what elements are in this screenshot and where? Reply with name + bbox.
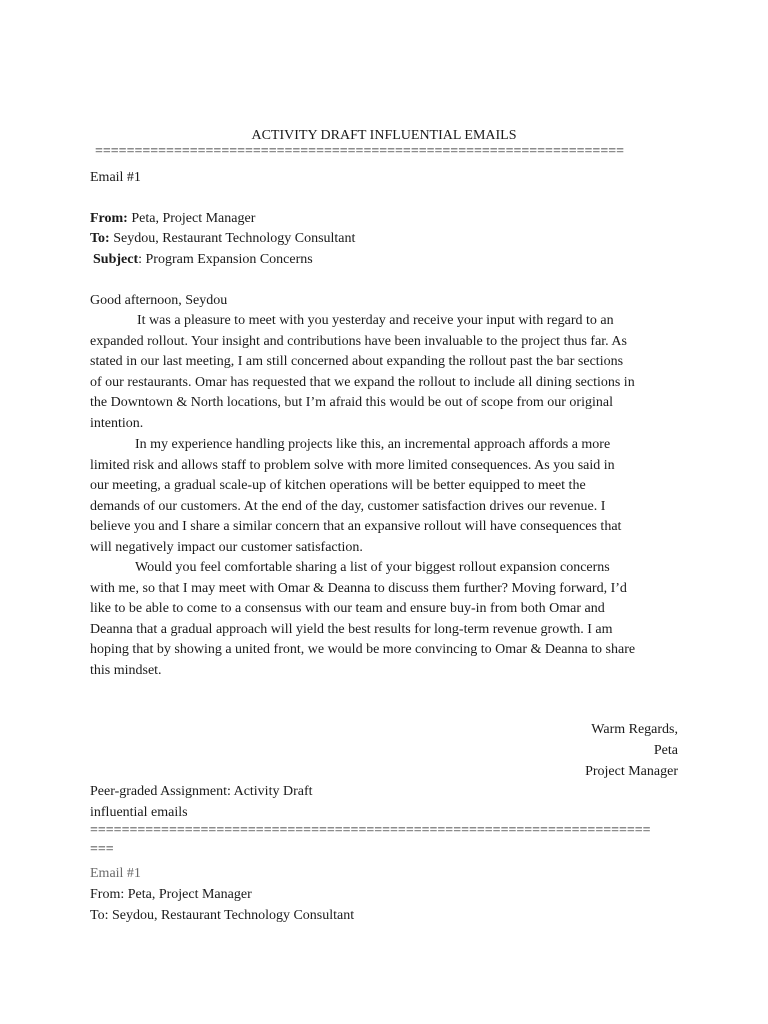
paragraph-line: limited risk and allows staff to problem solve with more limited consequences. As you said in [90, 457, 615, 473]
document-title: ACTIVITY DRAFT INFLUENTIAL EMAILS [251, 128, 517, 143]
paragraph-line: Would you feel comfortable sharing a list of your biggest rollout expansion concerns [135, 560, 610, 575]
body-paragraph-1 [90, 311, 680, 435]
subject-value: : Program Expansion Concerns [138, 252, 313, 267]
to-line [90, 229, 680, 250]
paragraph-line: stated in our last meeting, I am still concerned about expanding the rollout past the bar sections [90, 354, 624, 370]
paragraph-line: this mindset. [90, 662, 162, 678]
paragraph-line: the Downtown & North locations, but I’m afraid this would be out of scope from our original [90, 395, 613, 411]
signature-closing: Warm Regards, [591, 722, 678, 737]
paragraph-line: will negatively impact our customer satisfaction. [90, 539, 363, 555]
paragraph-line: with me, so that I may meet with Omar & Deanna to discuss them further? Moving forward, I’d [90, 580, 627, 596]
footer-email-label: Email #1 [90, 866, 141, 881]
footer-separator-line: ======================================================================= [90, 824, 651, 838]
footer-to-line: To: Seydou, Restaurant Technology Consultant [90, 908, 355, 923]
paragraph-line: hoping that by showing a united front, we would be more convincing to Omar & Deanna to share [90, 642, 636, 658]
email-label: Email #1 [90, 170, 141, 185]
body-paragraph-2 [90, 435, 680, 559]
body-paragraph-3 [90, 558, 680, 682]
paragraph-line: like to be able to come to a consensus with our team and ensure buy-in from both Omar and [90, 601, 605, 617]
from-label: From: [90, 211, 128, 226]
subject-line [93, 250, 683, 271]
signature-name: Peta [653, 743, 678, 758]
paragraph-line: expanded rollout. Your insight and contributions have been invaluable to the project thus far. As [90, 333, 627, 349]
to-value: Seydou, Restaurant Technology Consultant [109, 231, 356, 246]
paragraph-line: intention. [90, 415, 144, 431]
paragraph-line: Deanna that a gradual approach will yield the best results for long-term revenue growth. I am [90, 621, 613, 637]
footer-from-line: From: Peta, Project Manager [90, 887, 252, 902]
footer-separator-tail: === [90, 842, 114, 857]
paragraph-line: believe you and I share a similar concern that an expansive rollout will have consequences that [90, 519, 622, 535]
footer-assignment-title: Peer-graded Assignment: Activity Draft [90, 784, 313, 799]
paragraph-line: In my experience handling projects like this, an incremental approach affords a more [135, 437, 611, 452]
to-label: To: [90, 231, 110, 246]
subject-label: Subject [93, 252, 139, 267]
paragraph-line: our meeting, a gradual scale-up of kitchen operations will be better equipped to meet the [90, 478, 586, 494]
footer-assignment-subtitle: influential emails [90, 805, 188, 820]
paragraph-line: It was a pleasure to meet with you yesterday and receive your input with regard to an [137, 313, 614, 328]
signature-role: Project Manager [585, 764, 678, 779]
paragraph-line: of our restaurants. Omar has requested that we expand the rollout to include all dining sections in [90, 374, 635, 390]
from-line [90, 209, 680, 230]
greeting: Good afternoon, Seydou [90, 293, 228, 308]
paragraph-line: demands of our customers. At the end of the day, customer satisfaction drives our revenue. I [90, 498, 606, 514]
from-value: Peta, Project Manager [127, 211, 256, 226]
separator-line: =================================================================== [95, 145, 624, 159]
